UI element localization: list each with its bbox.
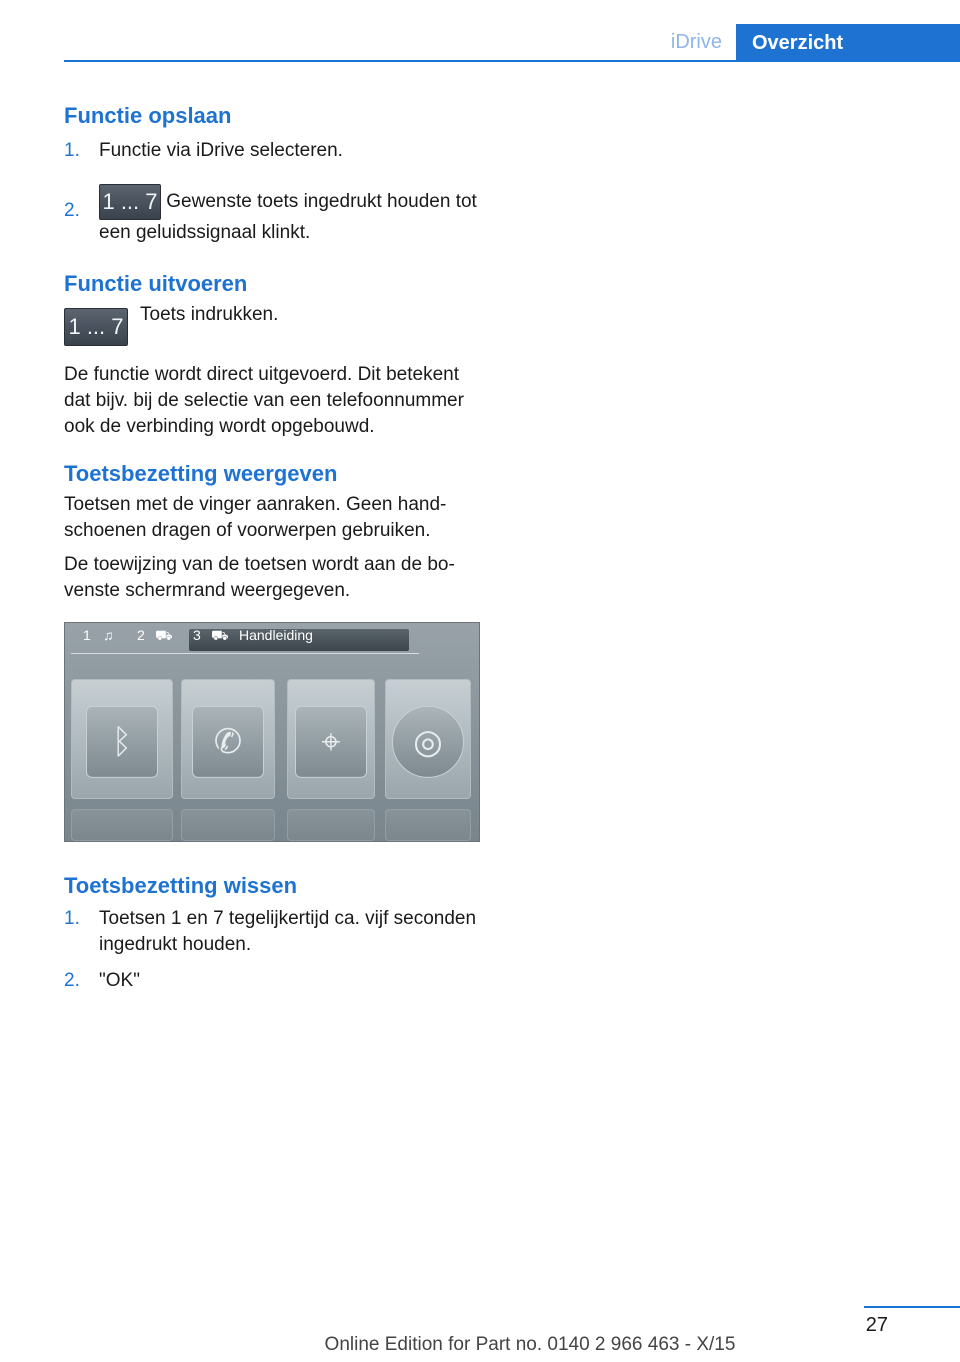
step-number: 2.	[64, 200, 80, 221]
header-rule	[64, 60, 960, 62]
step-text: Functie via iDrive selecteren.	[99, 140, 343, 161]
key-instruction: Toets indrukken.	[140, 304, 279, 325]
favorite-1-number: 1	[83, 627, 91, 643]
car-icon: ⛟	[211, 627, 229, 643]
section-title-save: Functie opslaan	[64, 103, 232, 128]
tab-overzicht[interactable]: Overzicht	[736, 24, 960, 62]
section-title-execute: Functie uitvoeren	[64, 271, 248, 296]
step-text: "OK"	[99, 970, 140, 991]
step-number: 1.	[64, 140, 80, 161]
page-header	[64, 24, 960, 62]
tab-idrive[interactable]: iDrive	[670, 31, 722, 53]
bluetooth-icon: ᛒ	[86, 706, 158, 778]
step-number: 2.	[64, 970, 80, 991]
footer-rule	[864, 1306, 960, 1308]
favorites-bar	[65, 623, 479, 651]
step-text: Toetsen 1 en 7 tegelijkertijd ca. vijf seconden ingedrukt houden.	[99, 908, 477, 955]
tile-navigation	[287, 679, 375, 799]
tile-reflection	[385, 809, 471, 841]
step-text: Gewenste toets ingedrukt houden tot een geluidssignaal klinkt.	[99, 191, 477, 243]
bar-divider	[71, 653, 419, 654]
execute-paragraph: De functie wordt direct uitgevoerd. Dit betekent dat bijv. bij de selectie van een telefoonnummer ook de verbinding wordt opgebouwd.	[64, 364, 464, 437]
display-paragraph-2: De toewijzing van de toetsen wordt aan de bovenste schermrand weergegeven.	[64, 554, 455, 601]
music-note-icon: ♫	[103, 627, 114, 643]
favorite-3-label: Handleiding	[239, 627, 313, 643]
phone-chat-icon: ✆	[192, 706, 264, 778]
section-title-clear: Toetsbezetting wissen	[64, 873, 298, 898]
tile-online	[385, 679, 471, 799]
edition-note: Online Edition for Part no. 0140 2 966 463 - X/15	[324, 1334, 736, 1355]
map-icon: ⌖	[295, 706, 367, 778]
main-content	[64, 100, 480, 994]
execute-key-row	[64, 304, 480, 348]
clear-step-1	[64, 906, 480, 958]
tile-reflection	[181, 809, 275, 841]
key-1-7-icon: 1 ... 7	[64, 308, 128, 346]
tile-communication	[181, 679, 275, 799]
save-step-1	[64, 138, 480, 164]
page-number: 27	[865, 1314, 888, 1336]
control-display-screenshot	[64, 622, 480, 842]
tile-reflection	[287, 809, 375, 841]
tile-bluetooth	[71, 679, 173, 799]
clear-step-2	[64, 968, 480, 994]
globe-icon: ◎	[392, 706, 464, 778]
favorite-3-number: 3	[193, 627, 201, 643]
save-step-2	[64, 184, 480, 246]
tile-reflection	[71, 809, 173, 841]
section-title-display: Toetsbezetting weergeven	[64, 461, 338, 486]
favorite-2-number: 2	[137, 627, 145, 643]
car-icon: ⛟	[155, 627, 173, 643]
key-1-7-icon: 1 ... 7	[99, 184, 161, 220]
display-paragraph-1: Toetsen met de vinger aanraken. Geen handschoenen dragen of voorwerpen gebruiken.	[64, 494, 447, 541]
step-number: 1.	[64, 908, 80, 929]
